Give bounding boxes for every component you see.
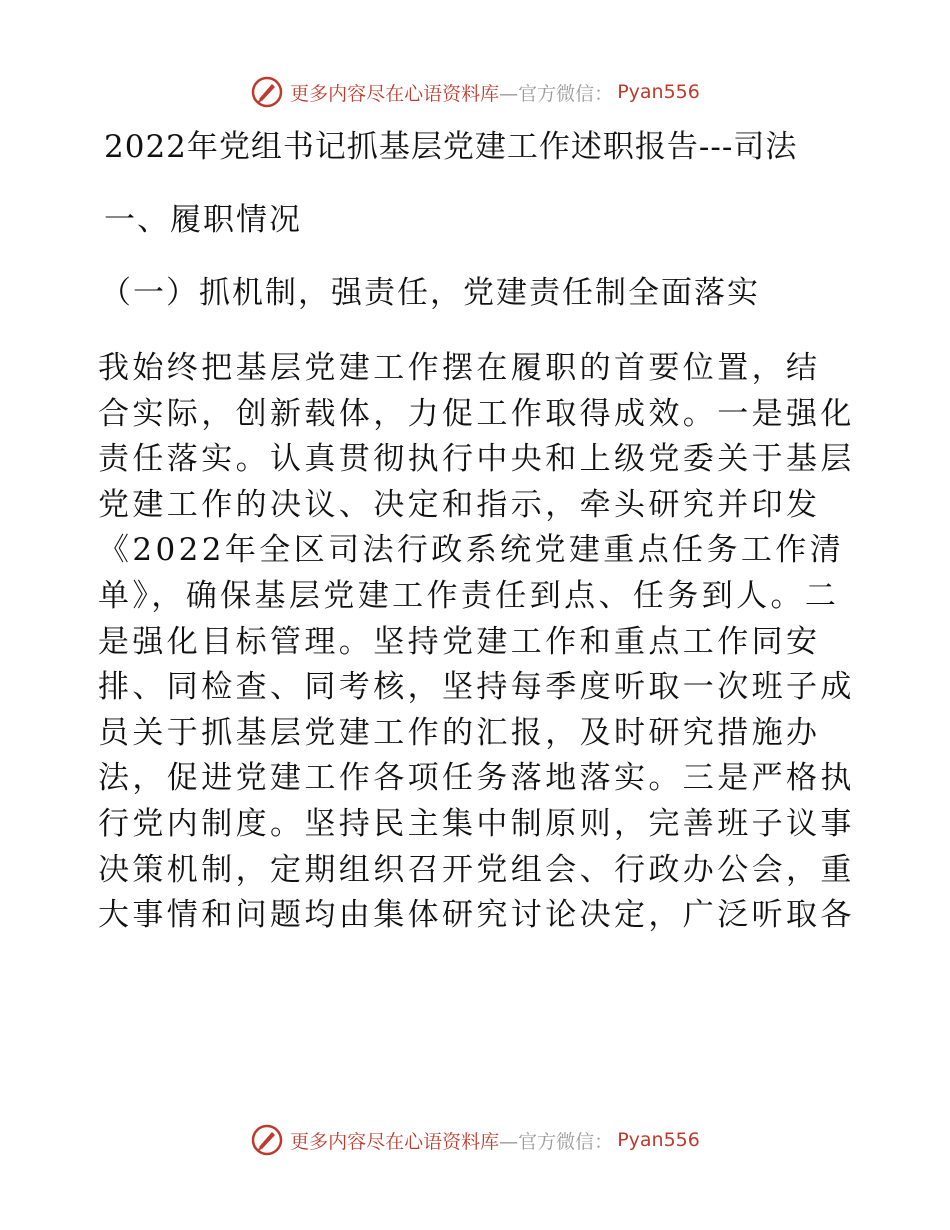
watermark-site-text: 更多内容尽在心语资料库 <box>290 82 500 105</box>
paragraph-line: 员关于抓基层党建工作的汇报，及时研究措施办 <box>98 714 821 751</box>
watermark-banner-bottom <box>0 1120 950 1160</box>
watermark-wechat-id: Pyan556 <box>617 81 700 103</box>
paragraph-line: 我始终把基层党建工作摆在履职的首要位置，结 <box>98 350 821 386</box>
watermark-wechat-id: Pyan556 <box>617 1129 700 1151</box>
section-heading: 一、履职情况 <box>104 202 302 238</box>
watermark-dash-text: —官方微信： <box>499 1130 614 1153</box>
watermark-dash-text: —官方微信： <box>499 82 614 105</box>
paragraph-line: 党建工作的决议、决定和指示，牵头研究并印发 <box>98 486 821 523</box>
document-title: 2022年党组书记抓基层党建工作述职报告---司法 <box>104 129 798 165</box>
paragraph-line: 《2022年全区司法行政系统党建重点任务工作清 <box>98 532 845 569</box>
watermark-banner-top <box>0 72 950 112</box>
paragraph-line: 法，促进党建工作各项任务落地落实。三是严格执 <box>98 760 855 797</box>
paragraph-line: 合实际，创新载体，力促工作取得成效。一是强化 <box>98 395 855 432</box>
subsection-heading: （一）抓机制，强责任，党建责任制全面落实 <box>100 275 760 311</box>
quill-logo-icon <box>250 75 284 109</box>
quill-logo-icon <box>250 1123 284 1157</box>
paragraph-line: 排、同检查、同考核，坚持每季度听取一次班子成 <box>98 669 855 706</box>
body-paragraph <box>98 346 855 939</box>
paragraph-line: 大事情和问题均由集体研究讨论决定，广泛听取各 <box>98 897 855 934</box>
paragraph-line: 是强化目标管理。坚持党建工作和重点工作同安 <box>98 623 821 660</box>
paragraph-line: 责任落实。认真贯彻执行中央和上级党委关于基层 <box>98 441 855 478</box>
paragraph-line: 单》，确保基层党建工作责任到点、任务到人。二 <box>98 577 840 614</box>
watermark-site-text: 更多内容尽在心语资料库 <box>290 1130 500 1153</box>
paragraph-line: 行党内制度。坚持民主集中制原则，完善班子议事 <box>98 805 855 842</box>
paragraph-line: 决策机制，定期组织召开党组会、行政办公会，重 <box>98 851 855 888</box>
